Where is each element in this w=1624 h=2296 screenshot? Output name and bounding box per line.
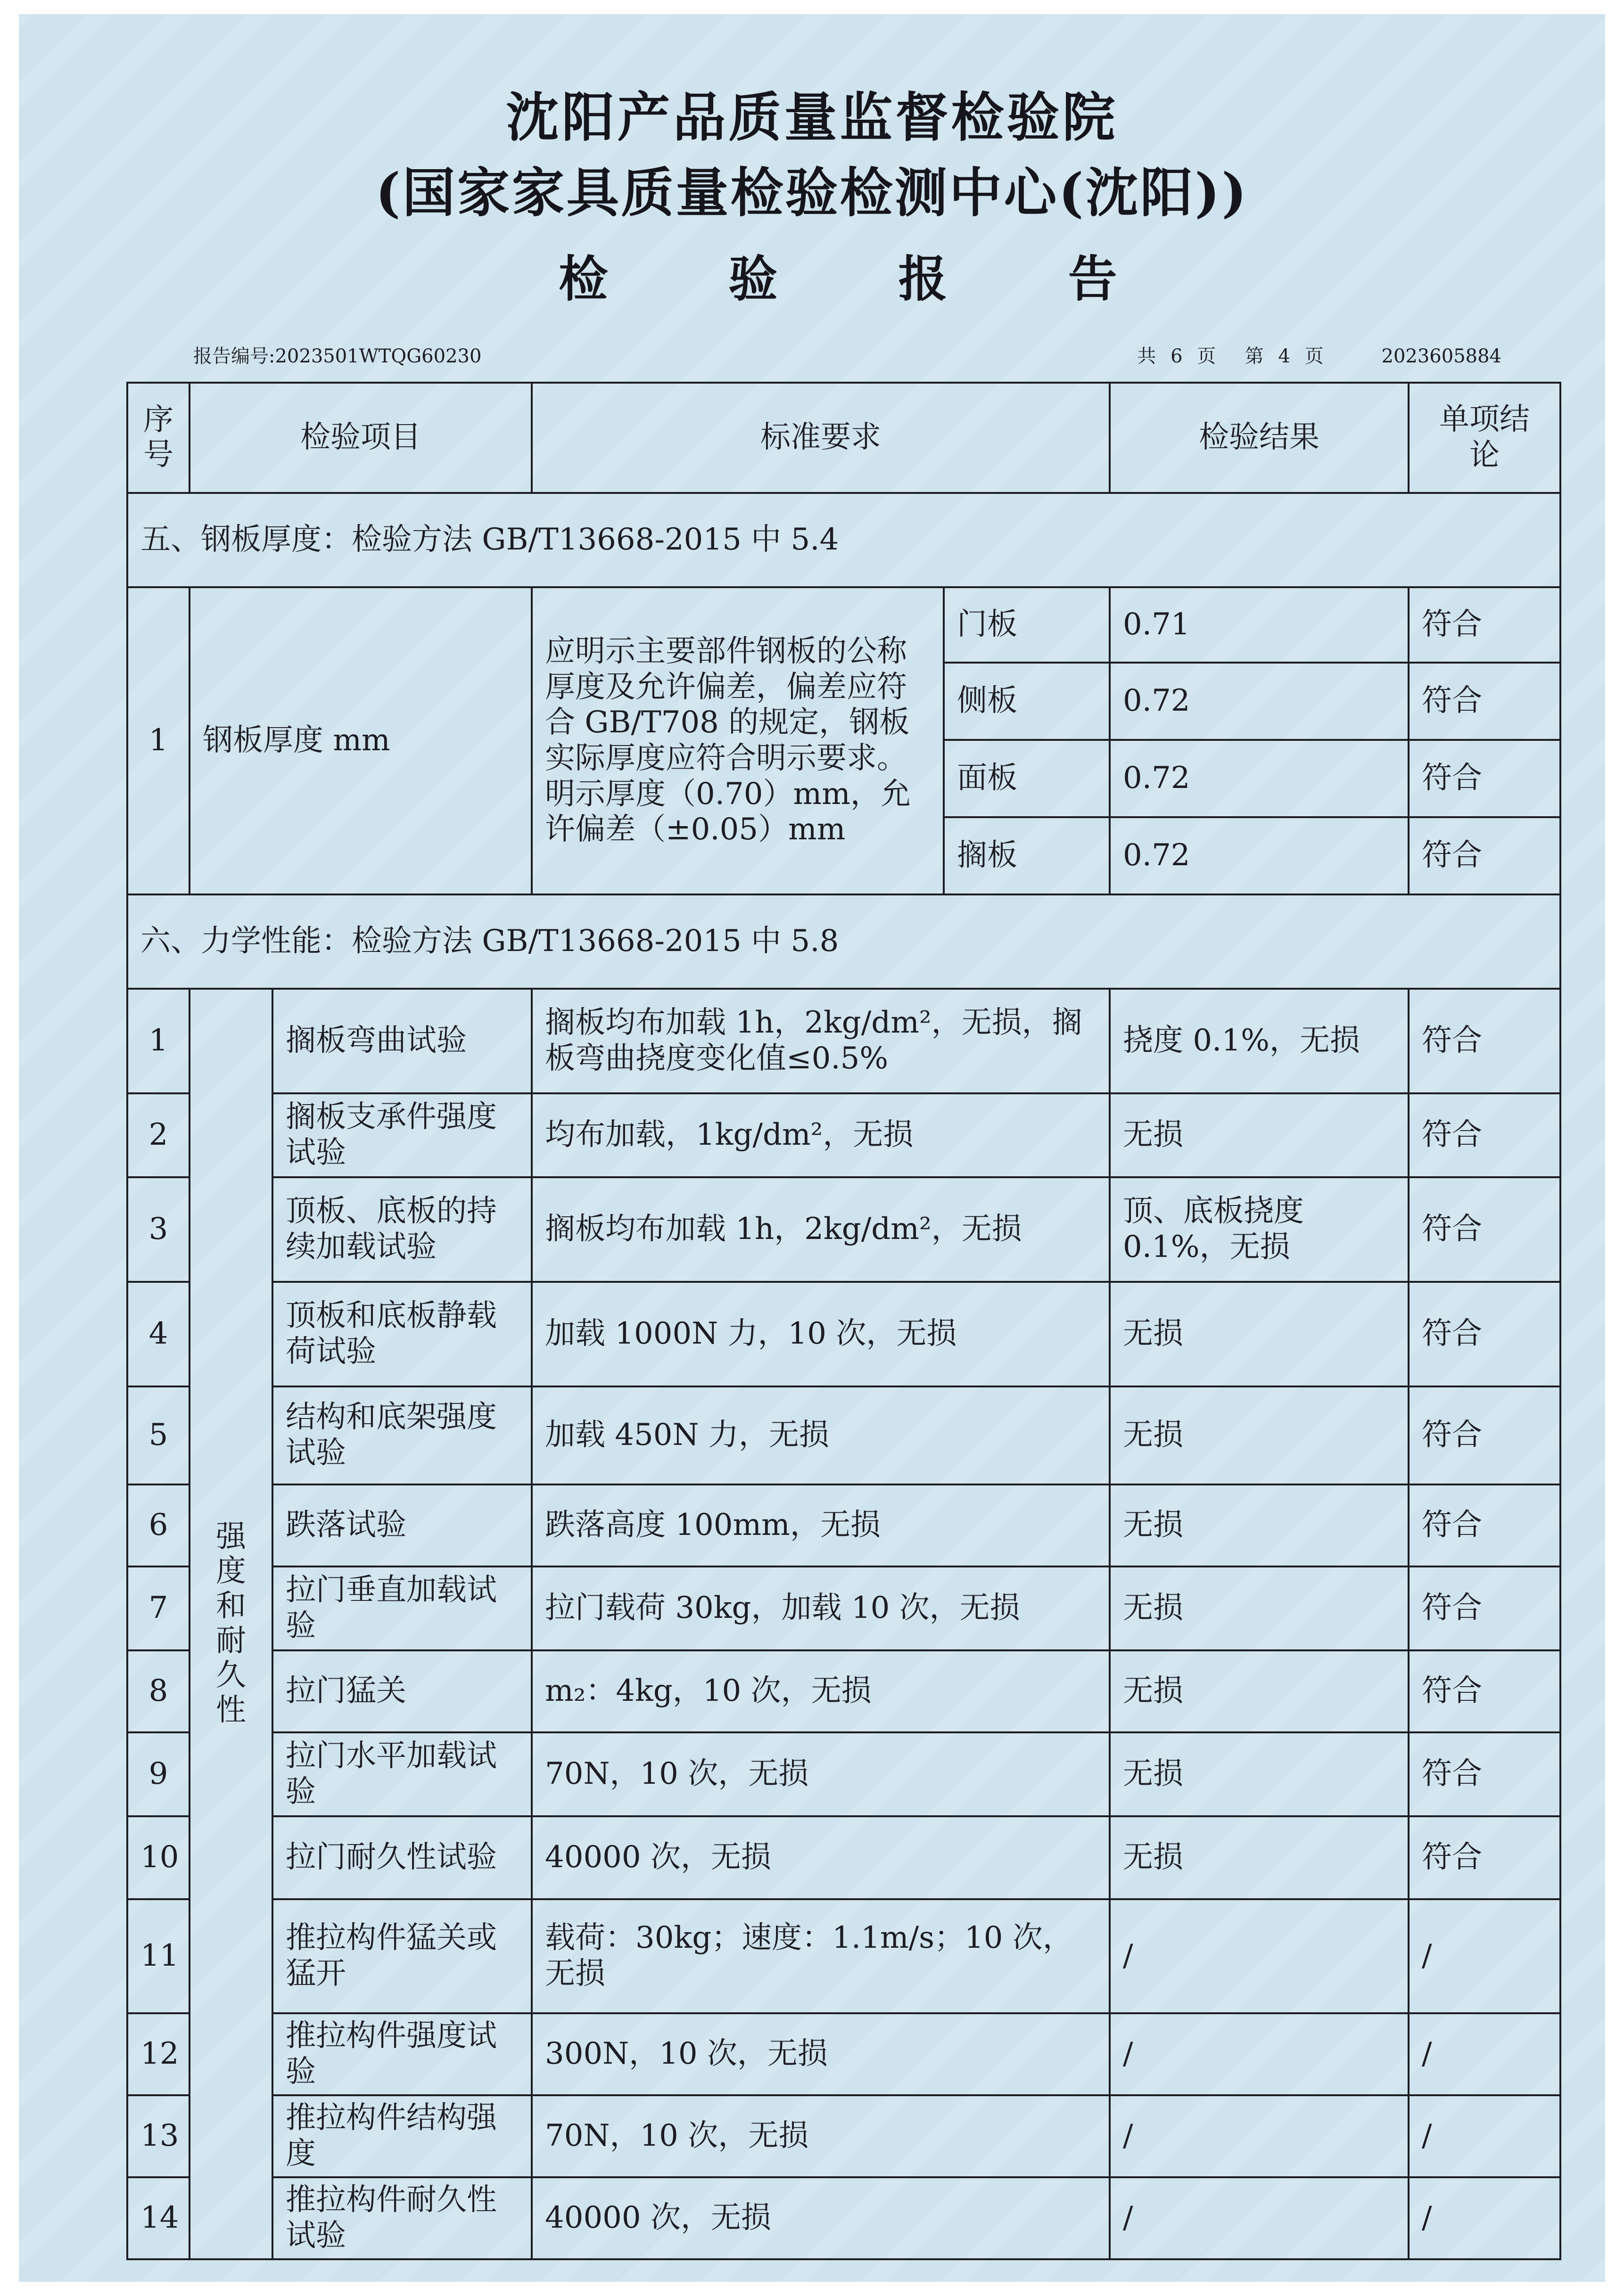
- row-item: 推拉构件结构强度: [272, 2095, 532, 2177]
- row-item: 顶板、底板的持续加载试验: [272, 1177, 532, 1282]
- part-name: 搁板: [944, 817, 1110, 894]
- row-conclusion: 符合: [1409, 1732, 1560, 1816]
- row-conclusion: 符合: [1409, 1484, 1560, 1566]
- group-label: [190, 989, 272, 2259]
- table-row: [127, 2095, 1560, 2177]
- section6-title: 六、力学性能：检验方法 GB/T13668-2015 中 5.8: [127, 894, 1560, 989]
- col-result: 检验结果: [1110, 383, 1409, 493]
- table-row: [127, 2177, 1560, 2259]
- row-conclusion: 符合: [1409, 1282, 1560, 1386]
- row-seq: 14: [127, 2177, 190, 2259]
- row-conclusion: 符合: [1409, 1650, 1560, 1732]
- row-standard: 70N，10 次，无损: [532, 1732, 1110, 1816]
- report-number: [193, 341, 481, 368]
- report-number-label: 报告编号:: [193, 345, 275, 367]
- row-result: /: [1110, 2177, 1409, 2259]
- row-standard: 载荷：30kg；速度：1.1m/s；10 次，无损: [532, 1899, 1110, 2013]
- row-seq: 6: [127, 1484, 190, 1566]
- row-conclusion: 符合: [1409, 1386, 1560, 1484]
- table-row: [127, 1899, 1560, 2013]
- row-standard: 搁板均布加载 1h，2kg/dm²，无损，搁板弯曲挠度变化值≤0.5%: [532, 989, 1110, 1093]
- row-item: 跌落试验: [272, 1484, 532, 1566]
- row-item: 搁板支承件强度试验: [272, 1093, 532, 1177]
- row-item: 拉门水平加载试验: [272, 1732, 532, 1816]
- row-conclusion: 符合: [1409, 989, 1560, 1093]
- row-standard: 70N，10 次，无损: [532, 2095, 1110, 2177]
- steel-standard-text1: 应明示主要部件钢板的公称厚度及允许偏差，偏差应符合 GB/T708 的规定，钢板实际厚度应符合明示要求。: [545, 634, 910, 776]
- row-standard: 加载 1000N 力，10 次，无损: [532, 1282, 1110, 1386]
- row-conclusion: 符合: [1409, 1566, 1560, 1650]
- row-standard: 40000 次，无损: [532, 2177, 1110, 2259]
- section-title-row: [127, 493, 1560, 587]
- page-number: 第 4 页: [1245, 345, 1324, 367]
- steel-standard: [532, 587, 944, 894]
- row-seq: 2: [127, 1093, 190, 1177]
- part-name: 侧板: [944, 663, 1110, 740]
- row-seq: 4: [127, 1282, 190, 1386]
- part-name: 面板: [944, 740, 1110, 817]
- row-seq: 12: [127, 2013, 190, 2095]
- inspection-table: [126, 382, 1561, 2260]
- table-body: [127, 383, 1560, 989]
- header-row: [127, 383, 1560, 493]
- table-row: [127, 1282, 1560, 1386]
- row-conclusion: /: [1409, 2095, 1560, 2177]
- row-seq: 7: [127, 1566, 190, 1650]
- row-result: 无损: [1110, 1566, 1409, 1650]
- row-result: 无损: [1110, 1816, 1409, 1899]
- page-info: [1137, 341, 1501, 368]
- steel-row: [127, 587, 1560, 663]
- table-row: [127, 1566, 1560, 1650]
- row-result: 无损: [1110, 1484, 1409, 1566]
- row-result: 无损: [1110, 1282, 1409, 1386]
- table-row: [127, 2013, 1560, 2095]
- row-conclusion: 符合: [1409, 1177, 1560, 1282]
- row-result: 无损: [1110, 1093, 1409, 1177]
- row-seq: 11: [127, 1899, 190, 2013]
- row-item: 推拉构件猛关或猛开: [272, 1899, 532, 2013]
- row-seq: 10: [127, 1816, 190, 1899]
- row-item: 拉门猛关: [272, 1650, 532, 1732]
- table-row: [127, 1177, 1560, 1282]
- table-row: [127, 989, 1560, 1093]
- col-item: 检验项目: [190, 383, 532, 493]
- section-title-row: [127, 894, 1560, 989]
- part-conclusion: 符合: [1409, 663, 1560, 740]
- part-result: 0.71: [1110, 587, 1409, 663]
- total-pages: 共 6 页: [1137, 345, 1216, 367]
- row-standard: 40000 次，无损: [532, 1816, 1110, 1899]
- row-item: 顶板和底板静载荷试验: [272, 1282, 532, 1386]
- table-row: [127, 1386, 1560, 1484]
- table-row: [127, 1816, 1560, 1899]
- row-seq: 1: [127, 989, 190, 1093]
- row-item: 拉门耐久性试验: [272, 1816, 532, 1899]
- row-item: 拉门垂直加载试验: [272, 1566, 532, 1650]
- col-standard: 标准要求: [532, 383, 1110, 493]
- row-conclusion: /: [1409, 2177, 1560, 2259]
- row-conclusion: /: [1409, 2013, 1560, 2095]
- row-item: 推拉构件强度试验: [272, 2013, 532, 2095]
- table-row: [127, 1650, 1560, 1732]
- row-item: 推拉构件耐久性试验: [272, 2177, 532, 2259]
- row-item: 搁板弯曲试验: [272, 989, 532, 1093]
- row-standard: 加载 450N 力，无损: [532, 1386, 1110, 1484]
- mechanical-body: [127, 989, 1560, 2259]
- row-conclusion: 符合: [1409, 1093, 1560, 1177]
- part-conclusion: 符合: [1409, 740, 1560, 817]
- col-conclusion: 单项结论: [1409, 383, 1560, 493]
- row-result: 无损: [1110, 1732, 1409, 1816]
- steel-item: 钢板厚度 mm: [190, 587, 532, 894]
- steel-standard-text2: 明示厚度（0.70）mm，允许偏差（±0.05）mm: [545, 776, 911, 847]
- org-name: 沈阳产品质量监督检验院: [506, 87, 1118, 148]
- part-conclusion: 符合: [1409, 587, 1560, 663]
- table-row: [127, 1484, 1560, 1566]
- row-result: 顶、底板挠度 0.1%，无损: [1110, 1177, 1409, 1282]
- row-result: /: [1110, 1899, 1409, 2013]
- row-result: 无损: [1110, 1650, 1409, 1732]
- org-subname: (国家家具质量检验检测中心(沈阳)): [375, 162, 1249, 224]
- part-name: 门板: [944, 587, 1110, 663]
- row-conclusion: 符合: [1409, 1816, 1560, 1899]
- report-title: 检 验 报 告: [559, 250, 1169, 308]
- group-label-text: 强度和耐久性: [216, 1519, 246, 1728]
- part-conclusion: 符合: [1409, 817, 1560, 894]
- row-result: /: [1110, 2013, 1409, 2095]
- table-row: [127, 1732, 1560, 1816]
- row-result: 挠度 0.1%，无损: [1110, 989, 1409, 1093]
- part-result: 0.72: [1110, 817, 1409, 894]
- row-standard: m₂：4kg，10 次，无损: [532, 1650, 1110, 1732]
- report-number-value: 2023501WTQG60230: [275, 345, 482, 367]
- row-standard: 跌落高度 100mm，无损: [532, 1484, 1110, 1566]
- row-seq: 3: [127, 1177, 190, 1282]
- row-result: /: [1110, 2095, 1409, 2177]
- col-seq: 序号: [127, 383, 190, 493]
- row-standard: 拉门载荷 30kg，加载 10 次，无损: [532, 1566, 1110, 1650]
- row-conclusion: /: [1409, 1899, 1560, 2013]
- row-seq: 8: [127, 1650, 190, 1732]
- part-result: 0.72: [1110, 740, 1409, 817]
- steel-seq: 1: [127, 587, 190, 894]
- part-result: 0.72: [1110, 663, 1409, 740]
- row-seq: 9: [127, 1732, 190, 1816]
- row-seq: 5: [127, 1386, 190, 1484]
- doc-code: 2023605884: [1381, 345, 1501, 367]
- table-row: [127, 1093, 1560, 1177]
- row-result: 无损: [1110, 1386, 1409, 1484]
- row-item: 结构和底架强度试验: [272, 1386, 532, 1484]
- row-seq: 13: [127, 2095, 190, 2177]
- section5-title: 五、钢板厚度：检验方法 GB/T13668-2015 中 5.4: [127, 493, 1560, 587]
- row-standard: 搁板均布加载 1h，2kg/dm²，无损: [532, 1177, 1110, 1282]
- row-standard: 300N，10 次，无损: [532, 2013, 1110, 2095]
- row-standard: 均布加载，1kg/dm²，无损: [532, 1093, 1110, 1177]
